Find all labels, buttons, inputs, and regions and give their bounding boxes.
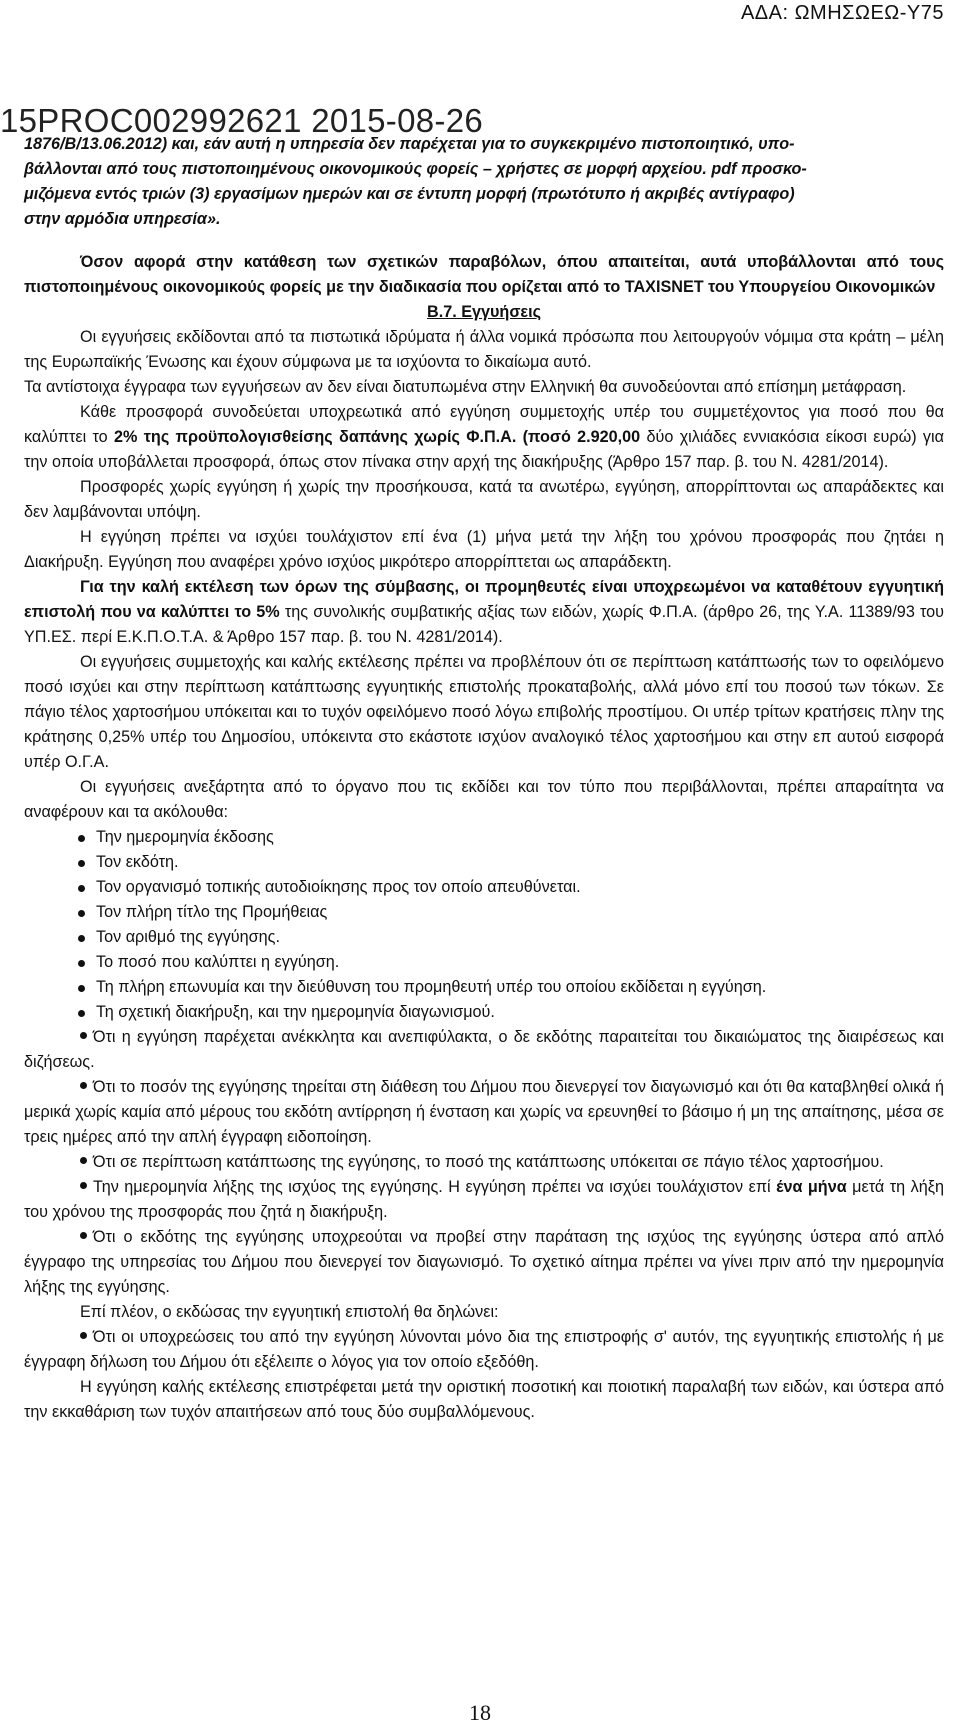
- list-item: [24, 825, 944, 850]
- bullet-icon: [78, 910, 85, 917]
- bullet-icon: [78, 985, 85, 992]
- paragraph: Οι εγγυήσεις ανεξάρτητα από το όργανο που τις εκδίδει και τον τύπο που περιβάλλονται, πρέπει απαραίτητα να αναφέρουν και τα ακόλουθα:: [24, 778, 944, 821]
- list-item-text: Τη σχετική διακήρυξη, και την ημερομηνία διαγωνισμού.: [96, 1003, 495, 1021]
- list-item-text: Το ποσό που καλύπτει η εγγύηση.: [96, 953, 340, 971]
- intro-line: βάλλονται από τους πιστοποιημένους οικονομικούς φορείς – χρήστες σε μορφή αρχείου. pdf προσκο-: [24, 160, 807, 178]
- bold-text: 2% της προϋπολογισθείσης δαπάνης χωρίς Φ.Π.Α. (ποσό 2.: [114, 428, 591, 446]
- bullet-paragraph: [24, 1325, 944, 1375]
- bullet-paragraph: [24, 1225, 944, 1300]
- intro-line: στην αρμόδια υπηρεσία».: [24, 210, 221, 228]
- paragraph: Οι εγγυήσεις εκδίδονται από τα πιστωτικά ιδρύματα ή άλλα νομικά πρόσωπα που λειτουργούν νόμιμα στα κράτη – μέλη της Ευρωπαϊκής Ένωσης και έχουν σύμφωνα με τα ισχύοντα το δικαίωμα αυτό.: [24, 328, 944, 371]
- intro-line: μιζόμενα εντός τριών (3) εργασίμων ημερών και σε έντυπη μορφή (πρωτότυπο ή ακριβές αντίγραφο): [24, 185, 795, 203]
- bullet-paragraph: [24, 1175, 944, 1225]
- fees-paragraph: Όσον αφορά στην κατάθεση των σχετικών παραβόλων, όπου απαιτείται, αυτά υποβάλλονται από τους πιστοποιημένους οικονομικούς φορείς με την διαδικασία που ορίζεται από το TAXISNET του Υπουργείου Οικονομικών: [24, 253, 944, 296]
- text: Ότι η εγγύηση παρέχεται ανέκκλητα και ανεπιφύλακτα, ο δε εκδότης παραιτείται του δικαιώματος της διαιρέσεως και διζήσεως.: [24, 1028, 944, 1071]
- protocol-stamp: 15PROC002992621 2015-08-26: [0, 102, 483, 139]
- bold-text: 920,00: [590, 428, 641, 446]
- list-item-text: Τον αριθμό της εγγύησης.: [96, 928, 280, 946]
- bold-text: ένα μήνα: [776, 1178, 847, 1196]
- text: Κάθε προσφορά συνοδεύεται υποχρεωτικά από εγγύηση συμμετοχής υπέρ του συμμετέχοντος για ποσό που θα καλύπτει το: [24, 403, 944, 446]
- intro-line: 1876/Β/13.06.2012) και, εάν αυτή η υπηρεσία δεν παρέχεται για το συγκεκριμένο πιστοποιητικό, υπο-: [24, 135, 795, 153]
- list-item: [24, 925, 944, 950]
- performance-paragraph: [24, 575, 944, 650]
- list-item-text: Την ημερομηνία έκδοσης: [96, 828, 274, 846]
- bullet-icon: [80, 1232, 87, 1239]
- list-item: [24, 975, 944, 1000]
- bullet-icon: [80, 1032, 87, 1039]
- text: Ότι το ποσόν της εγγύησης τηρείται στη διάθεση του Δήμου που διενεργεί τον διαγωνισμό και ότι θα καταβληθεί ολικά ή μερικά χωρίς καμία από μέρους του εκδότη αντίρρηση ή ένσταση και χωρίς να ερευνηθεί το βάσιμο ή μη της απαίτησης, μέσα σε τρεις ημέρες από την απλή έγγραφη ειδοποίηση.: [24, 1078, 944, 1146]
- list-item: [24, 950, 944, 975]
- text: δύο χιλιάδες εννιακόσια είκοσι ευρώ) για την οποία υποβάλλεται προσφορά, όπως στον πίνακα στην αρχή της διακήρυξης (Άρθρο 157 παρ. β. του Ν. 4281/2014).: [24, 428, 944, 471]
- bullet-icon: [78, 960, 85, 967]
- bold-text: Για την καλή εκτέλεση των όρων της σύμβασης, οι προμηθευτές είναι υποχρεωμένοι να καταθέτουν εγγυητική επιστολή που να καλύπτει το 5%: [24, 578, 944, 621]
- bullet-icon: [78, 885, 85, 892]
- bullet-paragraph: [24, 1075, 944, 1150]
- bullet-icon: [80, 1157, 87, 1164]
- bullet-icon: [78, 935, 85, 942]
- page-number: 18: [469, 1700, 491, 1725]
- paragraph: Η εγγύηση πρέπει να ισχύει τουλάχιστον επί ένα (1) μήνα μετά την λήξη του χρόνου προσφοράς που ζητάει η Διακήρυξη. Εγγύηση που αναφέρει χρόνο ισχύος μικρότερο απορρίπτεται ως απαράδεκτη.: [24, 528, 944, 571]
- document-body: [24, 132, 944, 1425]
- list-item: [24, 850, 944, 875]
- list-item-text: Τον πλήρη τίτλο της Προμήθειας: [96, 903, 328, 921]
- paragraph: Οι εγγυήσεις συμμετοχής και καλής εκτέλεσης πρέπει να προβλέπουν ότι σε περίπτωση κατάπτωσής των το οφειλόμενο ποσό ισχύει και στην περίπτωση κατάπτωσης εγγυητικής επιστολής προκαταβολής, αλλά μόνο επί του ποσού των τόκων. Σε πάγιο τέλος χαρτοσήμου υπόκειται και το τυχόν οφειλόμενο ποσό λόγω επιβολής προστίμου. Οι υπέρ τρίτων κρατήσεις πλην της κράτησης 0,25% υπέρ του Δημοσίου, υπόκειντα στο εκάστοτε ισχύον αναλογικό τέλος χαρτοσήμου και στην επ αυτού εισφορά υπέρ Ο.Γ.Α.: [24, 653, 944, 771]
- paragraph: Η εγγύηση καλής εκτέλεσης επιστρέφεται μετά την οριστική ποσοτική και ποιοτική παραλαβή των ειδών, και ύστερα από την εκκαθάριση των τυχόν απαιτήσεων από τους δύο συμβαλλόμενους.: [24, 1378, 944, 1421]
- bullet-icon: [80, 1332, 87, 1339]
- bullet-paragraph: [24, 1150, 944, 1175]
- ada-code: ΑΔΑ: ΩΜΗΣΩΕΩ-Υ75: [740, 2, 944, 24]
- bullet-icon: [78, 1010, 85, 1017]
- text: Ότι σε περίπτωση κατάπτωσης της εγγύησης, το ποσό της κατάπτωσης υπόκειται σε πάγιο τέλος χαρτοσήμου.: [93, 1153, 884, 1171]
- section-title: [24, 300, 944, 325]
- bullet-icon: [80, 1082, 87, 1089]
- text: μετά τη λήξη του χρόνου της προσφοράς που ζητά η διακήρυξη.: [24, 1178, 944, 1221]
- bullet-icon: [80, 1182, 87, 1189]
- intro-paragraph: [24, 132, 944, 232]
- list-item: [24, 1000, 944, 1025]
- text: Ότι ο εκδότης της εγγύησης υποχρεούται να προβεί στην παράταση της ισχύος της εγγύησης ύστερα από απλό έγγραφο της υπηρεσίας του Δήμου που διενεργεί τον διαγωνισμό. Το σχετικό αίτημα πρέπει να γίνει πριν από την ημερομηνία λήξης της εγγύησης.: [24, 1228, 944, 1296]
- text: της συνολικής συμβατικής αξίας των ειδών, χωρίς Φ.Π.Α. (άρθρο 26, της Υ.Α. 11389/93 του ΥΠ.ΕΣ. περί Ε.Κ.Π.Ο.Τ.Α. & Άρθρο 157 παρ. β. του Ν. 4281/2014).: [24, 603, 944, 646]
- section-title-text: Β.7. Εγγυήσεις: [427, 303, 541, 321]
- text: Ότι οι υποχρεώσεις του από την εγγύηση λύνονται μόνο δια της επιστροφής σ' αυτόν, της εγγυητικής επιστολής ή με έγγραφη δήλωση του Δήμου ότι εξέλειπε ο λόγος για τον οποίο εξεδόθη.: [24, 1328, 944, 1371]
- list-item-text: Τη πλήρη επωνυμία και την διεύθυνση του προμηθευτή υπέρ του οποίου εκδίδεται η εγγύηση.: [96, 978, 767, 996]
- paragraph: Τα αντίστοιχα έγγραφα των εγγυήσεων αν δεν είναι διατυπωμένα στην Ελληνική θα συνοδεύονται από επίσημη μετάφραση.: [24, 378, 907, 396]
- paragraph: Προσφορές χωρίς εγγύηση ή χωρίς την προσήκουσα, κατά τα ανωτέρω, εγγύηση, απορρίπτονται ως απαράδεκτες και δεν λαμβάνονται υπόψη.: [24, 478, 944, 521]
- bullet-icon: [78, 860, 85, 867]
- bullet-paragraph: [24, 1025, 944, 1075]
- text: Την ημερομηνία λήξης της ισχύος της εγγύησης. Η εγγύηση πρέπει να ισχύει τουλάχιστον επί: [93, 1178, 777, 1196]
- list-item-text: Τον εκδότη.: [96, 853, 179, 871]
- list-item-text: Τον οργανισμό τοπικής αυτοδιοίκησης προς τον οποίο απευθύνεται.: [96, 878, 581, 896]
- list-item: [24, 875, 944, 900]
- deposit-paragraph: [24, 400, 944, 475]
- paragraph: Επί πλέον, ο εκδώσας την εγγυητική επιστολή θα δηλώνει:: [80, 1303, 499, 1321]
- list-item: [24, 900, 944, 925]
- bullet-icon: [78, 835, 85, 842]
